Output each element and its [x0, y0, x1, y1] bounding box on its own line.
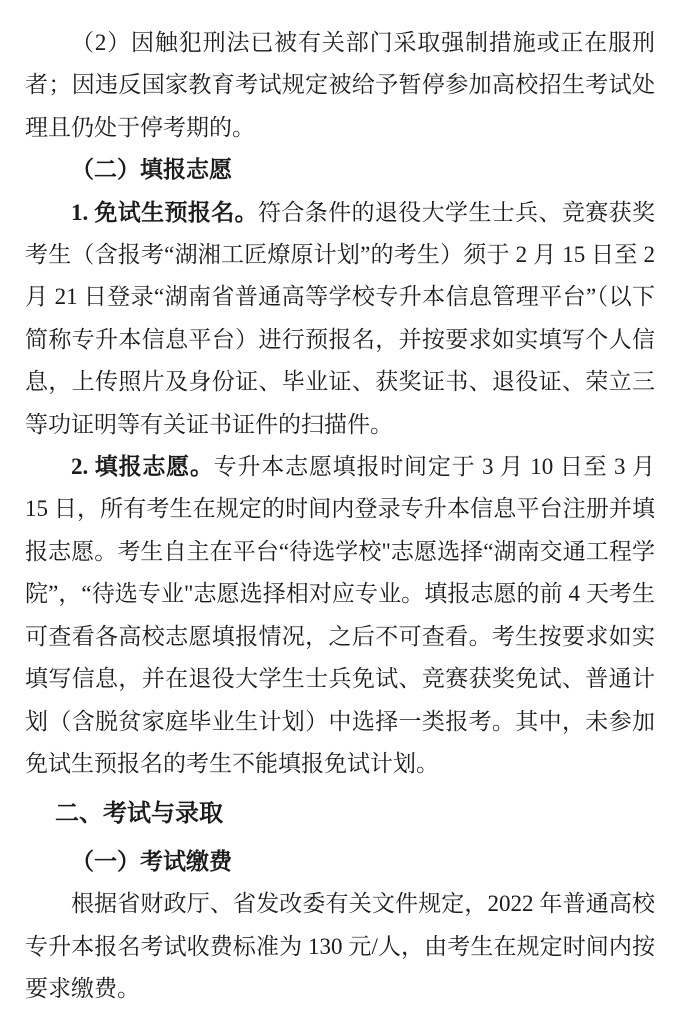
- paragraph-exempt-lead: 1. 免试生预报名。: [71, 199, 258, 225]
- heading-fill-volunteer: （二）填报志愿: [71, 157, 232, 183]
- paragraph-volunteer-lead: 2. 填报志愿。: [71, 454, 214, 480]
- paragraph-exempt-text: 符合条件的退役大学生士兵、竞赛获奖考生（含报考“湖湘工匠燎原计划”的考生）须于 2 月 15 日至 2 月 21 日登录“湖南省普通高等学校专升本信息管理平台”（以下简称专升本信息平台）进行预报名，并按要求如实填写个人信息，上传照片及身份证、毕业证、获奖证书、退役证、荣立三等功证明等有关证书证件的扫描件。: [25, 199, 655, 437]
- heading-exam-fee: （一）考试缴费: [71, 848, 232, 874]
- paragraph-volunteer-text: 专升本志愿填报时间定于 3 月 10 日至 3 月 15 日，所有考生在规定的时间内登录专升本信息平台注册并填报志愿。考生自主在平台“待选学校"志愿选择“湖南交通工程学院”，“待选专业"志愿选择相对应专业。填报志愿的前 4 天考生可查看各高校志愿填报情况，之后不可查看。考生按要求如实填写信息，并在退役大学生士兵免试、竞赛获奖免试、普通计划（含脱贫家庭毕业生计划）中选择一类报考。其中，未参加免试生预报名的考生不能填报免试计划。: [25, 454, 656, 776]
- paragraph-exam-fee: 根据省财政厅、省发改委有关文件规定，2022 年普通高校专升本报名考试收费标准为 130 元/人，由考生在规定时间内按要求缴费。: [25, 891, 655, 1001]
- paragraph-exempt-preregistration: [25, 192, 655, 446]
- heading-exam-and-admission: 二、考试与录取: [55, 800, 223, 828]
- paragraph-volunteer-filling: [25, 446, 655, 785]
- paragraph-prohibited-applicants: （2）因触犯刑法已被有关部门采取强制措施或正在服刑者；因违反国家教育考试规定被给予暂停参加高校招生考试处理且仍处于停考期的。: [25, 30, 655, 140]
